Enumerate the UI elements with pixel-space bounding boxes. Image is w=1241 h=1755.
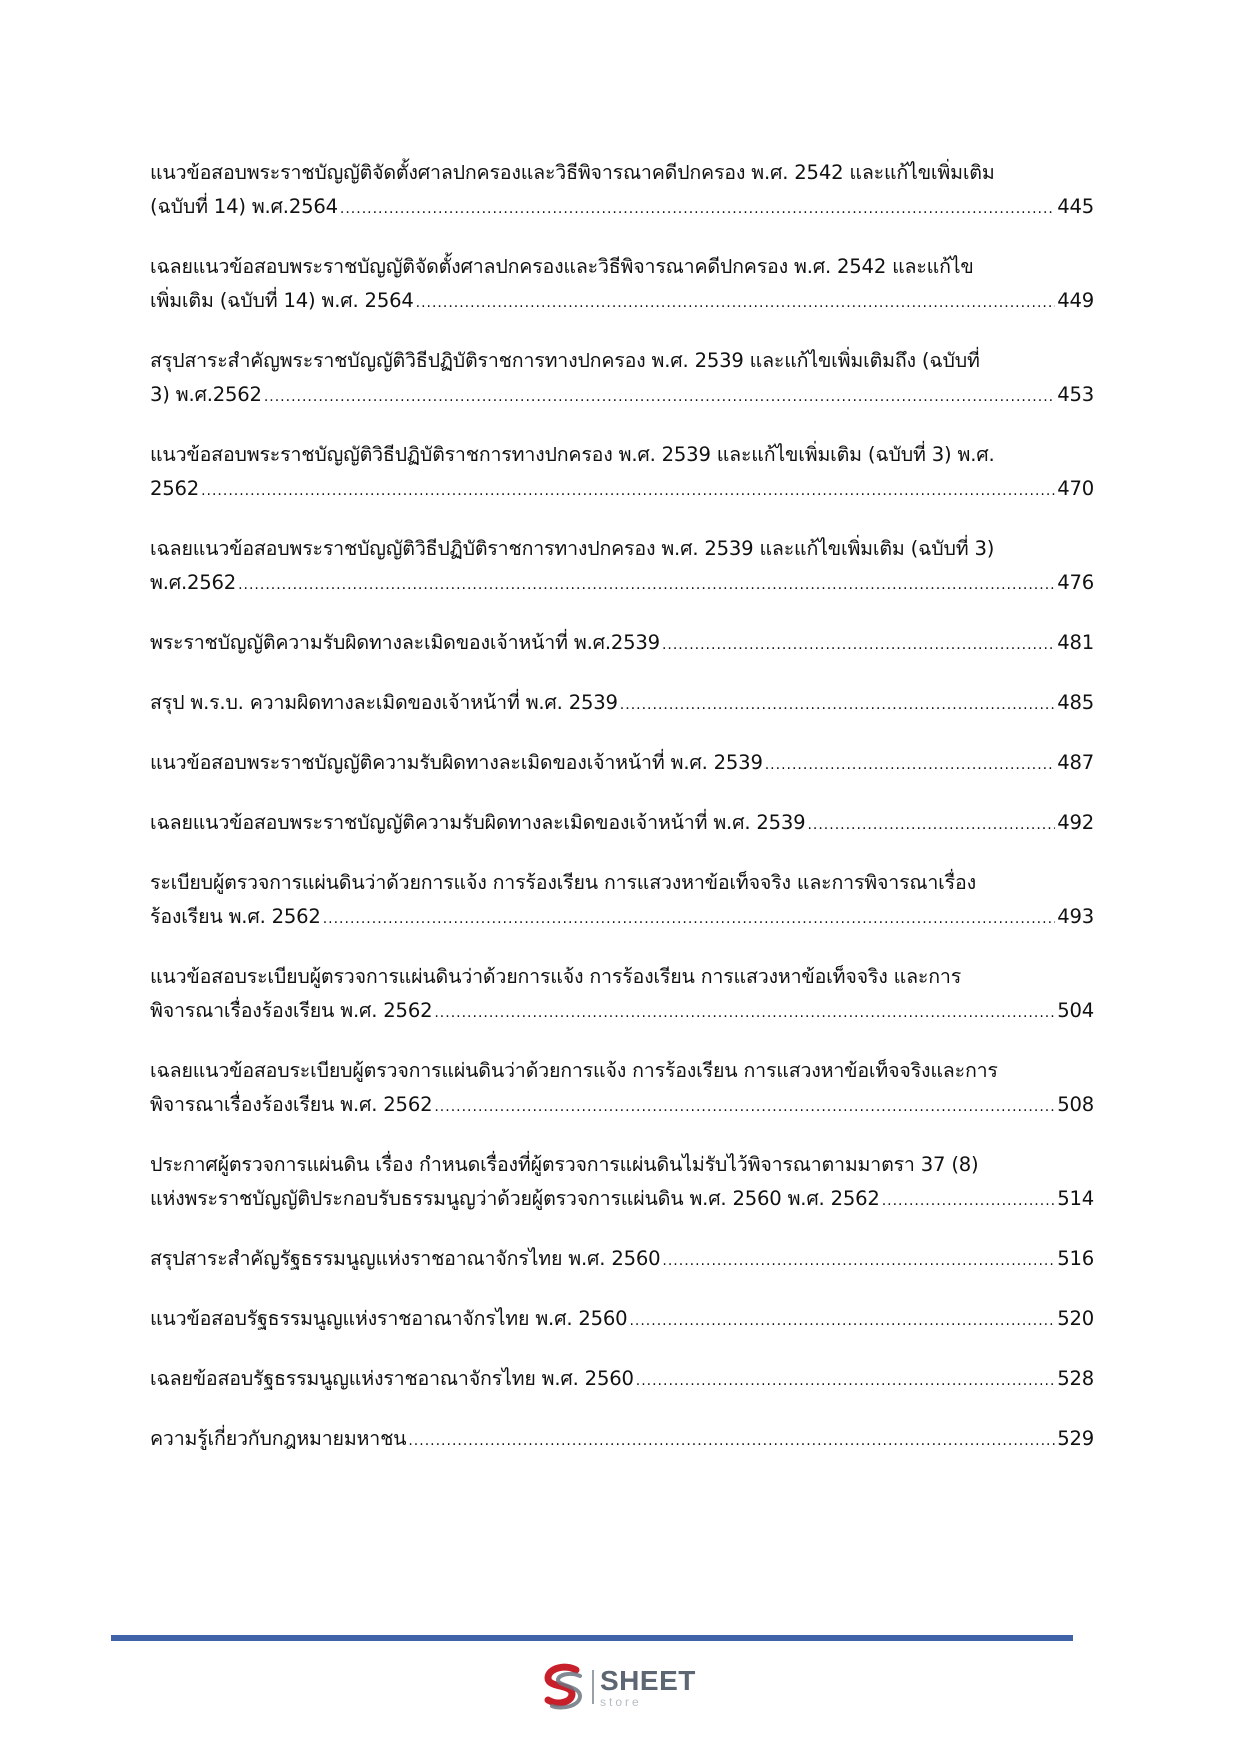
logo-separator — [592, 1670, 594, 1704]
toc-entry-title: ความรู้เกี่ยวกับกฎหมายมหาชน — [150, 1427, 407, 1450]
toc-page-number: 504 — [1057, 999, 1094, 1022]
toc-entry-title-line1: ประกาศผู้ตรวจการแผ่นดิน เรื่อง กำหนดเรื่องที่ผู้ตรวจการแผ่นดินไม่รับไว้พิจารณาตามมาตรา 37 (8) — [150, 1153, 979, 1176]
toc-page-number: 470 — [1057, 477, 1094, 500]
toc-entry-title-line1: ระเบียบผู้ตรวจการแผ่นดินว่าด้วยการแจ้ง การร้องเรียน การแสวงหาข้อเท็จจริง และการพิจารณาเรื่อง — [150, 871, 976, 894]
toc-entry[interactable] — [150, 250, 1094, 318]
toc-page-number: 492 — [1057, 811, 1094, 834]
toc-entry-title-line2: ร้องเรียน พ.ศ. 2562 — [150, 905, 321, 928]
dot-leader — [340, 190, 1055, 226]
toc-entry-title-line2: 3) พ.ศ.2562 — [150, 383, 262, 406]
dot-leader — [765, 746, 1055, 782]
toc-entry-title: เฉลยข้อสอบรัฐธรรมนูญแห่งราชอาณาจักรไทย พ.ศ. 2560 — [150, 1367, 634, 1390]
toc-entry-title-line1: แนวข้อสอบระเบียบผู้ตรวจการแผ่นดินว่าด้วยการแจ้ง การร้องเรียน การแสวงหาข้อเท็จจริง และการ — [150, 965, 962, 988]
dot-leader — [264, 378, 1055, 414]
toc-entry[interactable] — [150, 626, 1094, 660]
toc-entry[interactable] — [150, 1302, 1094, 1336]
toc-page-number: 449 — [1057, 289, 1094, 312]
dot-leader — [434, 994, 1055, 1030]
logo-wordmark — [600, 1664, 696, 1709]
toc-entry-title: สรุป พ.ร.บ. ความผิดทางละเมิดของเจ้าหน้าที่ พ.ศ. 2539 — [150, 691, 618, 714]
dot-leader — [620, 686, 1055, 722]
toc-entry-title-line1: เฉลยแนวข้อสอบพระราชบัญญัติจัดตั้งศาลปกครองและวิธีพิจารณาคดีปกครอง พ.ศ. 2542 และแก้ไข — [150, 255, 974, 278]
sheet-store-logo-icon — [538, 1662, 588, 1712]
toc-entry[interactable] — [150, 1148, 1094, 1216]
dot-leader — [882, 1182, 1056, 1218]
dot-leader — [323, 900, 1056, 936]
toc-page-number: 520 — [1057, 1307, 1094, 1330]
toc-entry-title-line2: แห่งพระราชบัญญัติประกอบรับธรรมนูญว่าด้วยผู้ตรวจการแผ่นดิน พ.ศ. 2560 พ.ศ. 2562 — [150, 1187, 880, 1210]
toc-entry-title-line2: พิจารณาเรื่องร้องเรียน พ.ศ. 2562 — [150, 999, 433, 1022]
toc-page-number: 487 — [1057, 751, 1094, 774]
toc-page-number: 445 — [1057, 195, 1094, 218]
sheet-store-logo — [538, 1662, 718, 1712]
toc-page-number: 481 — [1057, 631, 1094, 654]
toc-page-number: 514 — [1057, 1187, 1094, 1210]
toc-entry[interactable] — [150, 438, 1094, 506]
dot-leader — [629, 1302, 1055, 1338]
footer-divider — [111, 1635, 1073, 1641]
toc-entry[interactable] — [150, 1242, 1094, 1276]
table-of-contents — [150, 156, 1094, 1482]
toc-entry[interactable] — [150, 344, 1094, 412]
toc-entry[interactable] — [150, 746, 1094, 780]
toc-page-number: 493 — [1057, 905, 1094, 928]
logo-title: SHEET — [600, 1664, 696, 1696]
dot-leader — [408, 1422, 1055, 1458]
toc-entry-title: พระราชบัญญัติความรับผิดทางละเมิดของเจ้าหน้าที่ พ.ศ.2539 — [150, 631, 660, 654]
toc-entry-title-line2: (ฉบับที่ 14) พ.ศ.2564 — [150, 195, 338, 218]
toc-page-number: 508 — [1057, 1093, 1094, 1116]
toc-entry-title-line1: เฉลยแนวข้อสอบพระราชบัญญัติวิธีปฏิบัติราชการทางปกครอง พ.ศ. 2539 และแก้ไขเพิ่มเติม (ฉบับที่ 3) — [150, 537, 995, 560]
dot-leader — [434, 1088, 1055, 1124]
dot-leader — [416, 284, 1056, 320]
dot-leader — [662, 1242, 1055, 1278]
toc-entry[interactable] — [150, 1422, 1094, 1456]
toc-page-number: 529 — [1057, 1427, 1094, 1450]
toc-entry-title-line1: แนวข้อสอบพระราชบัญญัติวิธีปฏิบัติราชการทางปกครอง พ.ศ. 2539 และแก้ไขเพิ่มเติม (ฉบับที่ 3) พ.ศ. — [150, 443, 995, 466]
toc-entry-title-line2: 2562 — [150, 477, 200, 500]
toc-entry-title-line2: พิจารณาเรื่องร้องเรียน พ.ศ. 2562 — [150, 1093, 433, 1116]
toc-page-number: 476 — [1057, 571, 1094, 594]
dot-leader — [238, 566, 1055, 602]
toc-entry[interactable] — [150, 806, 1094, 840]
dot-leader — [662, 626, 1055, 662]
toc-entry-title: สรุปสาระสำคัญรัฐธรรมนูญแห่งราชอาณาจักรไทย พ.ศ. 2560 — [150, 1247, 661, 1270]
toc-entry[interactable] — [150, 532, 1094, 600]
toc-entry-title-line1: สรุปสาระสำคัญพระราชบัญญัติวิธีปฏิบัติราชการทางปกครอง พ.ศ. 2539 และแก้ไขเพิ่มเติมถึง (ฉบับที่ — [150, 349, 980, 372]
toc-entry-title-line2: พ.ศ.2562 — [150, 571, 237, 594]
toc-entry-title-line1: เฉลยแนวข้อสอบระเบียบผู้ตรวจการแผ่นดินว่าด้วยการแจ้ง การร้องเรียน การแสวงหาข้อเท็จจริงและการ — [150, 1059, 998, 1082]
toc-entry-title: เฉลยแนวข้อสอบพระราชบัญญัติความรับผิดทางละเมิดของเจ้าหน้าที่ พ.ศ. 2539 — [150, 811, 806, 834]
toc-entry[interactable] — [150, 1362, 1094, 1396]
dot-leader — [201, 472, 1055, 508]
toc-entry-title: แนวข้อสอบพระราชบัญญัติความรับผิดทางละเมิดของเจ้าหน้าที่ พ.ศ. 2539 — [150, 751, 763, 774]
toc-entry-title-line1: แนวข้อสอบพระราชบัญญัติจัดตั้งศาลปกครองและวิธีพิจารณาคดีปกครอง พ.ศ. 2542 และแก้ไขเพิ่มเติม — [150, 161, 995, 184]
toc-entry[interactable] — [150, 960, 1094, 1028]
toc-entry-title-line2: เพิ่มเติม (ฉบับที่ 14) พ.ศ. 2564 — [150, 289, 414, 312]
toc-entry[interactable] — [150, 1054, 1094, 1122]
toc-entry[interactable] — [150, 866, 1094, 934]
dot-leader — [807, 806, 1055, 842]
logo-subtitle: store — [600, 1694, 642, 1709]
toc-page-number: 516 — [1057, 1247, 1094, 1270]
toc-entry[interactable] — [150, 156, 1094, 224]
toc-entry[interactable] — [150, 686, 1094, 720]
toc-entry-title: แนวข้อสอบรัฐธรรมนูญแห่งราชอาณาจักรไทย พ.ศ. 2560 — [150, 1307, 628, 1330]
toc-page-number: 528 — [1057, 1367, 1094, 1390]
toc-page-number: 453 — [1057, 383, 1094, 406]
dot-leader — [636, 1362, 1055, 1398]
toc-page-number: 485 — [1057, 691, 1094, 714]
